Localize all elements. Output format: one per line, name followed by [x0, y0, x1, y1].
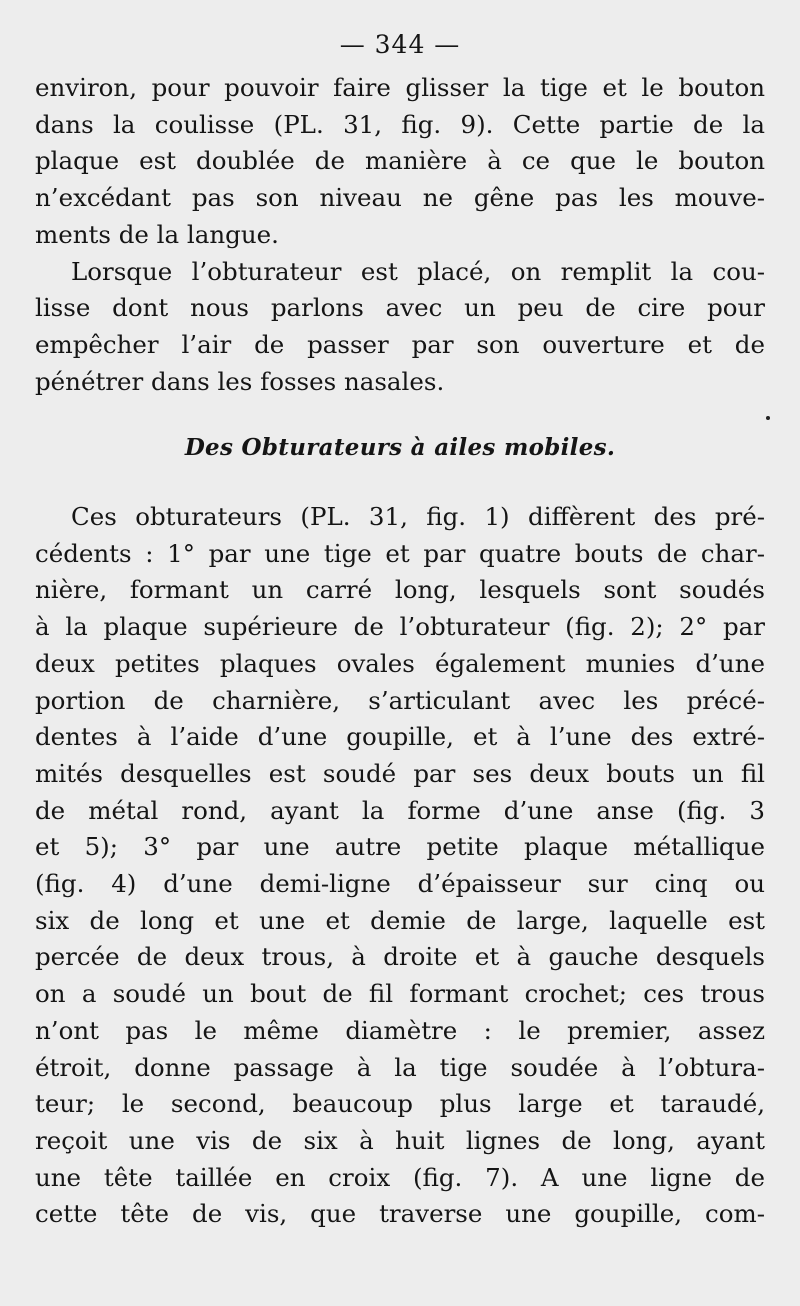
text-line: teur; le second, beaucoup plus large et taraudé, — [35, 1089, 765, 1119]
text-line: Lorsque l’obturateur est placé, on remplit la cou- — [71, 256, 765, 286]
text-line: environ, pour pouvoir faire glisser la tige et le bouton — [35, 73, 765, 102]
text-line: on a soudé un bout de fil formant crochet; ces trous — [35, 979, 765, 1009]
text-line: cédents : 1° par une tige et par quatre bouts de char- — [35, 538, 765, 568]
text-line: nière, formant un carré long, lesquels sont soudés — [35, 575, 765, 605]
text-line: reçoit une vis de six à huit lignes de long, ayant — [35, 1125, 765, 1155]
text-line: empêcher l’air de passer par son ouverture et de — [35, 329, 765, 359]
text-line: lisse dont nous parlons avec un peu de cire pour — [35, 293, 765, 323]
text-line: percée de deux trous, à droite et à gauche desquels — [35, 942, 765, 972]
text-line: n’excédant pas son niveau ne gêne pas les mouve- — [35, 183, 765, 213]
text-line: une tête taillée en croix (fig. 7). A une ligne de — [35, 1162, 765, 1192]
text-line: dans la coulisse (PL. 31, fig. 9). Cette partie de la — [35, 109, 765, 139]
text-line: ments de la langue. — [35, 219, 279, 249]
text-line: (fig. 4) d’une demi-ligne d’épaisseur sur cinq ou — [35, 869, 765, 899]
text-line: étroit, donne passage à la tige soudée à l’obtura- — [35, 1052, 765, 1082]
section-heading: Des Obturateurs à ailes mobiles. — [184, 434, 616, 462]
paragraph-coulisse — [35, 254, 765, 401]
ink-speck — [766, 416, 770, 420]
text-line: à la plaque supérieure de l’obturateur (fig. 2); 2° par — [35, 612, 765, 642]
paragraph-continuation — [35, 70, 765, 254]
text-line: cette tête de vis, que traverse une goupille, com- — [35, 1199, 765, 1229]
text-line: de métal rond, ayant la forme d’une anse (fig. 3 — [35, 795, 765, 825]
text-line: dentes à l’aide d’une goupille, et à l’une des extré- — [35, 722, 765, 752]
text-line: portion de charnière, s’articulant avec les précé- — [35, 685, 765, 715]
paragraph-obturateurs — [35, 499, 765, 1233]
text-line: Ces obturateurs (PL. 31, fig. 1) diffèrent des pré- — [71, 502, 765, 532]
text-line: plaque est doublée de manière à ce que le bouton — [35, 146, 765, 176]
text-line: mités desquelles est soudé par ses deux bouts un fil — [35, 758, 765, 788]
page-number: — 344 — — [339, 30, 461, 59]
text-line: pénétrer dans les fosses nasales. — [35, 366, 445, 396]
text-line: deux petites plaques ovales également munies d’une — [35, 648, 765, 678]
text-line: et 5); 3° par une autre petite plaque métallique — [35, 832, 765, 862]
page-body — [35, 70, 765, 1233]
text-line: n’ont pas le même diamètre : le premier, assez — [35, 1015, 765, 1045]
text-line: six de long et une et demie de large, laquelle est — [35, 905, 765, 935]
